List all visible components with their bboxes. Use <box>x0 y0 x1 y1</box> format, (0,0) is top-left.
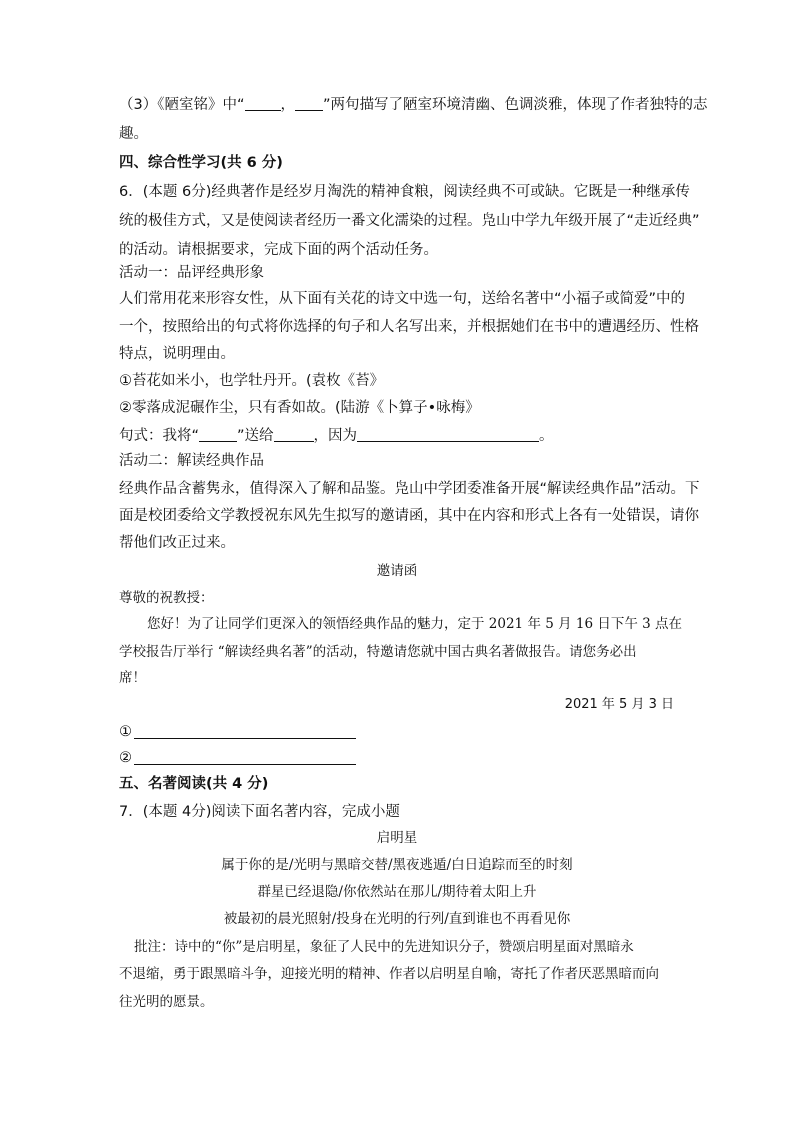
activity2-title: 活动二：解读经典作品 <box>119 453 264 469</box>
note-line-1: 批注：诗中的“你”是启明星，象征了人民中的先进知识分子，赞颂启明星面对黑暗永 <box>134 939 634 955</box>
q3-suffix: ”两句描写了陋室环境清幽、色调淡雅，体现了作者独特的志 <box>323 97 708 113</box>
answer-1 <box>119 722 356 742</box>
q3-line <box>119 95 708 115</box>
pattern-blank-1[interactable] <box>199 427 237 442</box>
q3-blank-1[interactable] <box>245 96 281 111</box>
activity1-line-1: 人们常用花来形容女性，从下面有关花的诗文中选一句，送给名著中“小福子或简爱”中的 <box>119 291 686 307</box>
letter-body-3: 席！ <box>119 670 146 686</box>
answer-2-marker: ② <box>119 750 132 766</box>
activity1-line-3: 特点，说明理由。 <box>119 346 235 362</box>
letter-body-2: 学校报告厅举行 “解读经典名著”的活动，特邀请您就中国古典名著做报告。请您务必出 <box>119 644 637 660</box>
pattern-part-4: 。 <box>539 428 554 444</box>
note-line-3: 往光明的愿景。 <box>119 994 214 1010</box>
poem-line-1: 属于你的是/光明与黑暗交替/黑夜逃遁/白日追踪而至的时刻 <box>221 857 573 873</box>
q7-line: 7．(本题 4分)阅读下面名著内容，完成小题 <box>119 804 400 820</box>
letter-body-1: 您好！为了让同学们更深入的领悟经典作品的魅力，定于 2021 年 5 月 16 日下午 3 点在 <box>147 616 683 632</box>
answer-2 <box>119 748 356 768</box>
activity2-line-2: 面是校团委给文学教授祝东风先生拟写的邀请函，其中在内容和形式上各有一处错误，请你 <box>119 508 699 524</box>
pattern-part-2: ”送给 <box>237 428 274 444</box>
answer-1-blank[interactable] <box>134 724 356 739</box>
activity1-title: 活动一：品评经典形象 <box>119 265 264 281</box>
answer-2-blank[interactable] <box>134 750 356 765</box>
sentence-pattern <box>119 426 554 446</box>
option-1: ①苔花如米小，也学牡丹开。(袁枚《苔》 <box>119 373 385 389</box>
q3-continuation: 趣。 <box>119 126 148 142</box>
option-2: ②零落成泥碾作尘，只有香如故。(陆游《卜算子•咏梅》 <box>119 400 480 416</box>
q6-line-2: 统的极佳方式，又是使阅读者经历一番文化濡染的过程。凫山中学九年级开展了“走近经典” <box>119 213 700 229</box>
note-line-2: 不退缩，勇于跟黑暗斗争，迎接光明的精神、作者以启明星自喻，寄托了作者厌恶黑暗而向 <box>119 966 659 982</box>
q3-separator: ， <box>280 97 295 113</box>
activity2-line-1: 经典作品含蓄隽永，值得深入了解和品鉴。凫山中学团委准备开展“解读经典作品”活动。下 <box>119 481 700 497</box>
section4-heading: 四、综合性学习(共 6 分) <box>119 155 283 171</box>
answer-1-marker: ① <box>119 724 132 740</box>
letter-title: 邀请函 <box>376 563 418 579</box>
pattern-blank-3[interactable] <box>357 427 539 442</box>
activity2-line-3: 帮他们改正过来。 <box>119 535 235 551</box>
letter-salutation: 尊敬的祝教授： <box>119 590 214 606</box>
pattern-part-1: 句式：我将“ <box>119 428 200 444</box>
poem-line-2: 群星已经退隐/你依然站在那儿/期待着太阳上升 <box>257 884 537 900</box>
q3-prefix: （3）《陋室铭》中“ <box>119 97 245 113</box>
pattern-part-3: ，因为 <box>313 428 358 444</box>
activity1-line-2: 一个，按照给出的句式将你选择的句子和人名写出来，并根据她们在书中的遭遇经历、性格 <box>119 319 699 335</box>
poem-title: 启明星 <box>376 830 418 846</box>
section5-heading: 五、名著阅读(共 4 分) <box>119 776 269 792</box>
letter-date: 2021 年 5 月 3 日 <box>564 697 674 712</box>
q6-line-3: 的活动。请根据要求，完成下面的两个活动任务。 <box>119 242 438 258</box>
q6-line-1: 6．(本题 6分)经典著作是经岁月淘洗的精神食粮，阅读经典不可或缺。它既是一种继承传 <box>119 184 690 200</box>
poem-line-3: 被最初的晨光照射/投身在光明的行列/直到谁也不再看见你 <box>223 911 571 927</box>
pattern-blank-2[interactable] <box>274 427 314 442</box>
q3-blank-2[interactable] <box>295 96 323 111</box>
